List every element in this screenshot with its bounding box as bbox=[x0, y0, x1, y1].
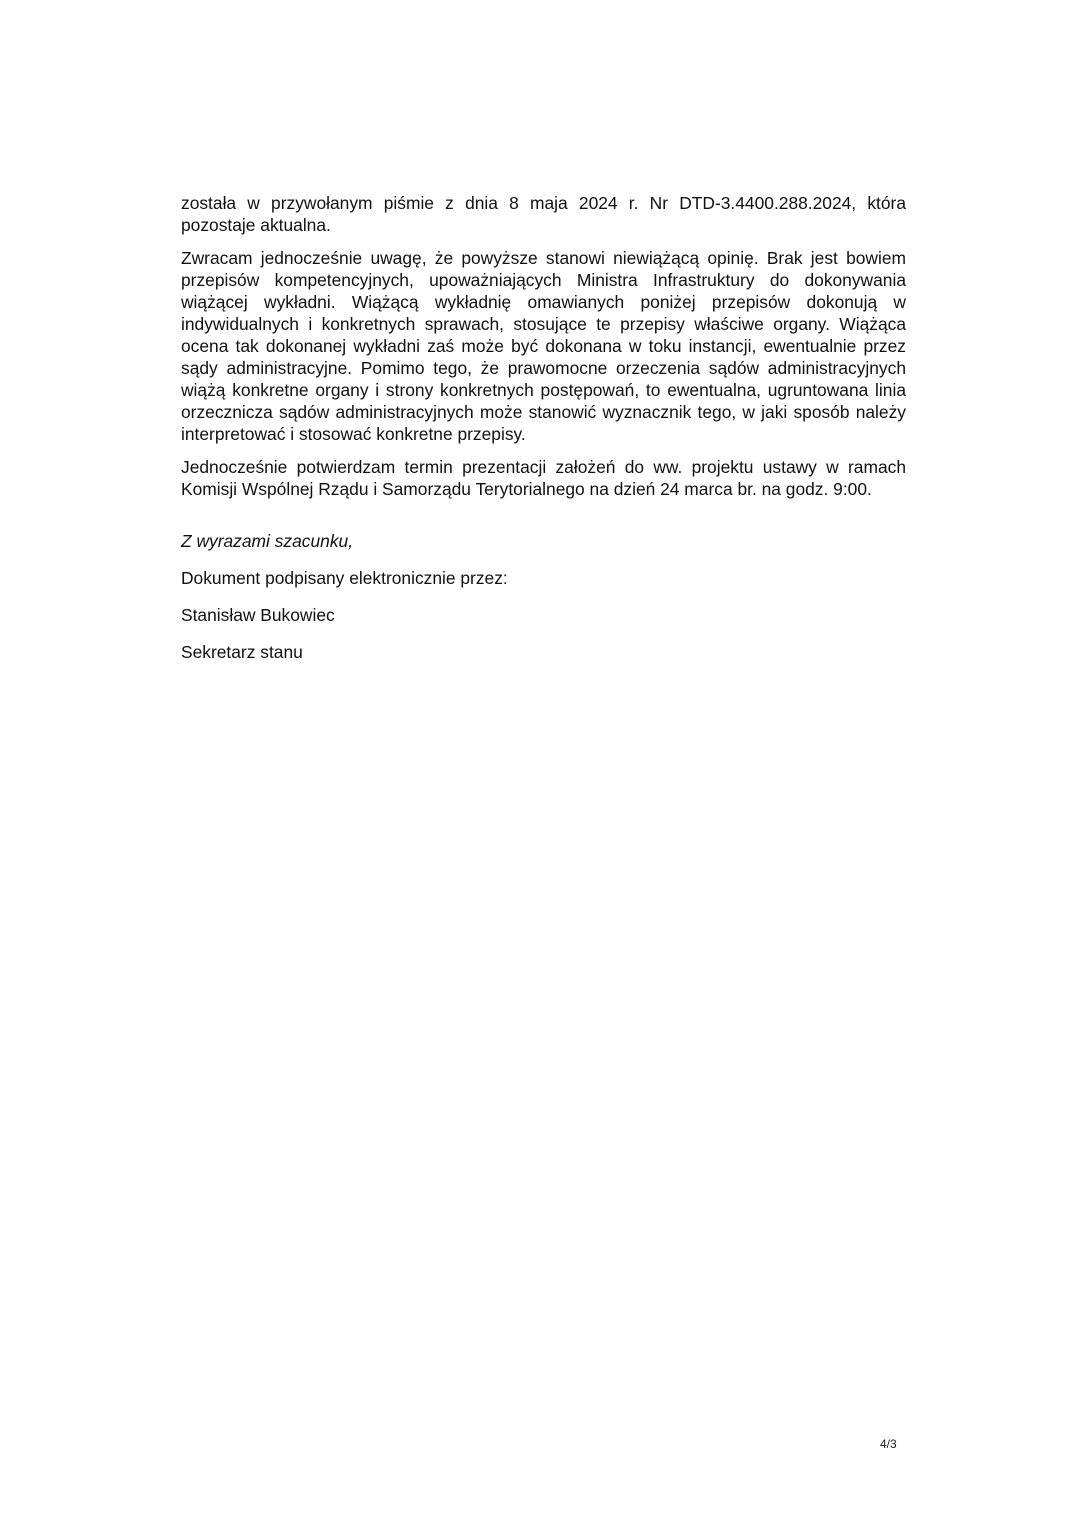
paragraph-presentation-date: Jednocześnie potwierdzam termin prezentacji założeń do ww. projektu ustawy w ramach Komisji Wspólnej Rządu i Samorządu Terytorialnego na dzień 24 marca br. na godz. 9:00. bbox=[181, 457, 906, 499]
signatory-name: Stanisław Bukowiec bbox=[181, 605, 335, 625]
signatory-title: Sekretarz stanu bbox=[181, 642, 303, 662]
paragraph-disclaimer: Zwracam jednocześnie uwagę, że powyższe stanowi niewiążącą opinię. Brak jest bowiem przepisów kompetencyjnych, upoważniających Ministra Infrastruktury do dokonywania wiążącej wykładni. Wiążącą wykładnię omawianych poniżej przepisów dokonują w indywidualnych i konkretnych sprawach, stosujące te przepisy właściwe organy. Wiążąca ocena tak dokonanej wykładni zaś może być dokonana w toku instancji, ewentualnie przez sądy administracyjne. Pomimo tego, że prawomocne orzeczenia sądów administracyjnych wiążą konkretne organy i strony konkretnych postępowań, to ewentualna, ugruntowana linia orzecznicza sądów administracyjnych może stanowić wyznacznik tego, w jaki sposób należy interpretować i stosować konkretne przepisy. bbox=[181, 248, 906, 444]
signed-by-note: Dokument podpisany elektronicznie przez: bbox=[181, 568, 508, 588]
letter-body bbox=[181, 192, 906, 678]
salutation: Z wyrazami szacunku, bbox=[181, 531, 354, 551]
paragraph-continuation: została w przywołanym piśmie z dnia 8 maja 2024 r. Nr DTD-3.4400.288.2024, która pozostaje aktualna. bbox=[181, 193, 906, 235]
page-number: 4/3 bbox=[880, 1437, 897, 1451]
closing-block bbox=[181, 530, 906, 663]
